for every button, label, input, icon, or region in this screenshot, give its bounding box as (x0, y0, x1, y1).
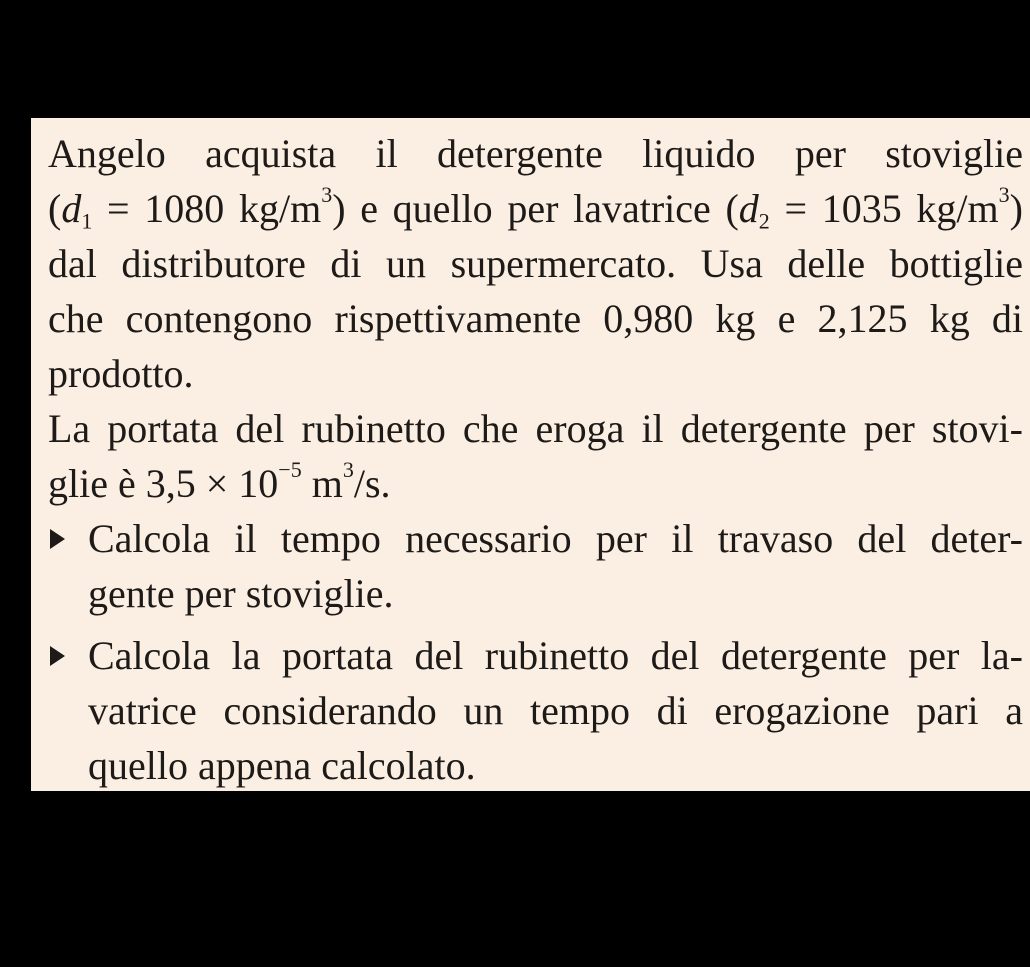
flow-rate-statement (48, 401, 1023, 511)
density-2-value: = 1035 kg/m (769, 186, 999, 231)
statement-line-5: prodotto. (48, 351, 194, 396)
flow-line-2: glie è $3,5 \times 10^{-5}$ $m^3/s$. (48, 457, 391, 506)
question-2-line-1: Calcola la portata del rubinetto del detergente per la- (88, 633, 1023, 678)
problem-statement (48, 126, 1023, 401)
statement-line-1: Angelo acquista il detergente liquido per stoviglie (48, 131, 1023, 176)
density-2-symbol: d (738, 186, 759, 231)
statement-line-4: che contengono rispettivamente 0,980 kg e 2,125 kg di (48, 296, 1023, 341)
triangle-bullet-icon (50, 529, 65, 549)
statement-line-3: dal distributore di un supermercato. Usa delle bottiglie (48, 241, 1023, 286)
question-1 (48, 511, 1023, 621)
question-2-line-3: quello appena calcolato. (88, 743, 476, 788)
density-1-value: = 1080 kg/m (92, 186, 322, 231)
question-1-line-1: Calcola il tempo necessario per il travaso del deter- (88, 516, 1023, 561)
question-2 (48, 628, 1023, 791)
exercise-card (31, 118, 1030, 791)
triangle-bullet-icon (50, 646, 65, 666)
question-1-line-2: gente per stoviglie. (88, 571, 394, 616)
question-2-line-2: vatrice considerando un tempo di erogazione pari a (88, 688, 1023, 733)
density-1-symbol: d (61, 186, 82, 231)
statement-line-2: ($d_1 = 1080$ $kg/m^3$) e quello per lavatrice ($d_2 = 1035$ $kg/m^3$) (48, 182, 1023, 234)
flow-line-1: La portata del rubinetto che eroga il detergente per stovi- (48, 406, 1023, 451)
